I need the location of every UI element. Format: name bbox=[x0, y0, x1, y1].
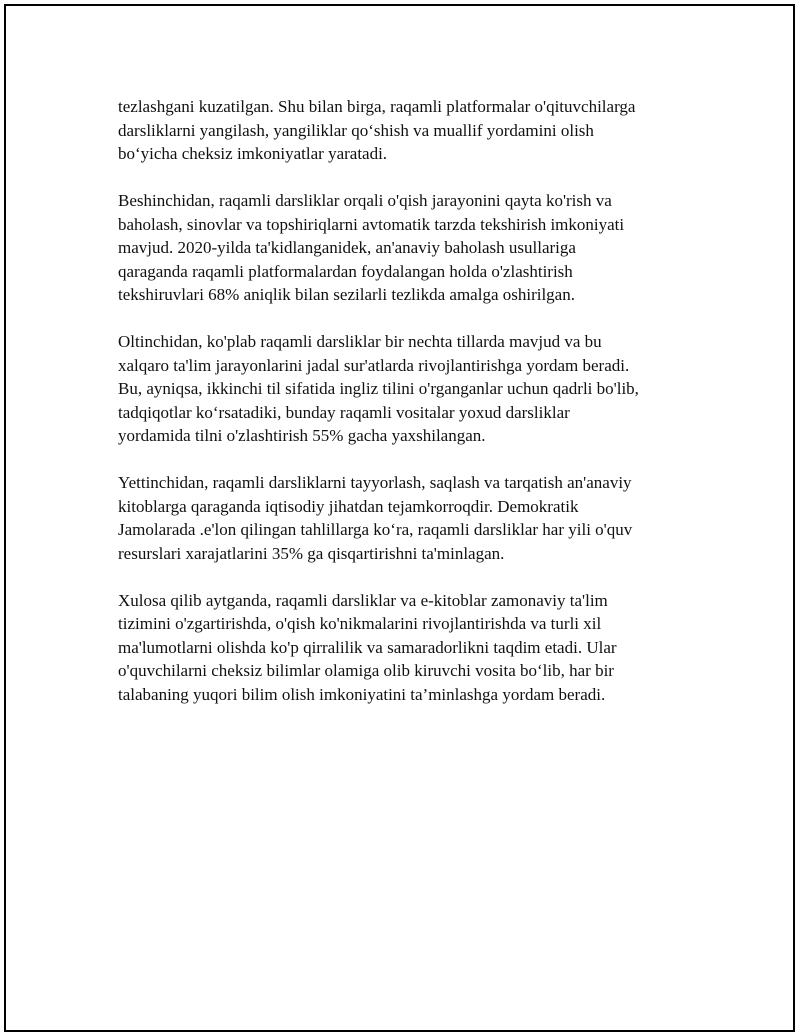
text-line: xalqaro ta'lim jarayonlarini jadal sur'atlarda rivojlantirishga yordam beradi. bbox=[118, 355, 630, 375]
text-line: talabaning yuqori bilim olish imkoniyatini ta’minlashga yordam beradi. bbox=[118, 684, 606, 704]
text-line: tizimini o'zgartirishda, o'qish ko'nikmalarini rivojlantirishda va turli xil bbox=[118, 614, 602, 633]
text-line: yordamida tilni o'zlashtirish 55% gacha yaxshilangan. bbox=[118, 426, 486, 445]
text-line: ma'lumotlarni olishda ko'p qirralilik va samaradorlikni taqdim etadi. Ular bbox=[118, 637, 617, 657]
paragraph-1 bbox=[118, 95, 708, 166]
text-line: Jamolarada .e'lon qilingan tahlillarga ko‘ra, raqamli darsliklar har yili o'quv bbox=[118, 520, 633, 539]
text-line: Bu, ayniqsa, ikkinchi til sifatida ingliz tilini o'rganganlar uchun qadrli bo'lib, bbox=[118, 379, 639, 398]
paragraph-4 bbox=[118, 471, 708, 565]
text-line: o'quvchilarni cheksiz bilimlar olamiga olib kiruvchi vosita bo‘lib, har bir bbox=[118, 661, 614, 680]
text-line: bo‘yicha cheksiz imkoniyatlar yaratadi. bbox=[118, 144, 388, 163]
document-body bbox=[118, 95, 708, 730]
text-line: kitoblarga qaraganda iqtisodiy jihatdan tejamkorroqdir. Demokratik bbox=[118, 496, 579, 516]
text-line: baholash, sinovlar va topshiriqlarni avtomatik tarzda tekshirish imkoniyati bbox=[118, 214, 625, 234]
text-line: darsliklarni yangilash, yangiliklar qo‘shish va muallif yordamini olish bbox=[118, 120, 594, 140]
text-line: mavjud. 2020-yilda ta'kidlanganidek, an'anaviy baholash usullariga bbox=[118, 238, 576, 257]
text-line: Xulosa qilib aytganda, raqamli darsliklar va e-kitoblar zamonaviy ta'lim bbox=[118, 590, 608, 610]
text-line: tekshiruvlari 68% aniqlik bilan sezilarli tezlikda amalga oshirilgan. bbox=[118, 285, 575, 304]
document-page bbox=[4, 4, 795, 1032]
text-line: Beshinchidan, raqamli darsliklar orqali o'qish jarayonini qayta ko'rish va bbox=[118, 191, 612, 210]
text-line: tezlashgani kuzatilgan. Shu bilan birga, raqamli platformalar o'qituvchilarga bbox=[118, 97, 636, 116]
text-line: tadqiqotlar ko‘rsatadiki, bunday raqamli vositalar yoxud darsliklar bbox=[118, 402, 570, 422]
text-line: qaraganda raqamli platformalardan foydalangan holda o'zlashtirish bbox=[118, 261, 573, 281]
paragraph-2 bbox=[118, 189, 708, 307]
paragraph-5 bbox=[118, 589, 708, 707]
text-line: Yettinchidan, raqamli darsliklarni tayyorlash, saqlash va tarqatish an'anaviy bbox=[118, 473, 632, 492]
text-line: Oltinchidan, ko'plab raqamli darsliklar bir nechta tillarda mavjud va bu bbox=[118, 332, 602, 351]
text-line: resurslari xarajatlarini 35% ga qisqartirishni ta'minlagan. bbox=[118, 543, 505, 563]
paragraph-3 bbox=[118, 330, 708, 448]
